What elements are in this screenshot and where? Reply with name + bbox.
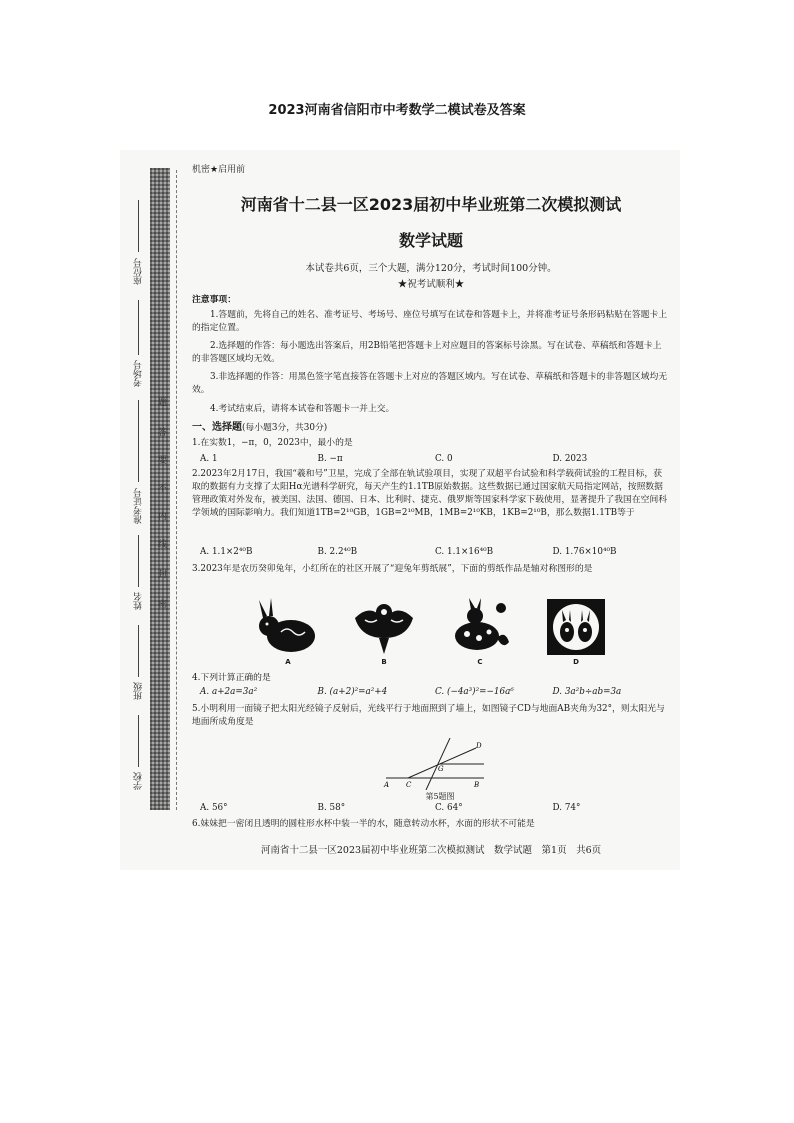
- note-item: 2.选择题的作答：每小题选出答案后，用2B铅笔把答题卡上对应题目的答案标号涂黑。写在试卷、草稿纸和答题卡上的非答题区域均无效。: [192, 341, 662, 364]
- point-label: D: [476, 742, 482, 750]
- section-note: (每小题3分，共30分): [242, 423, 328, 433]
- point-label: B: [474, 781, 480, 789]
- section-title: 一、选择题: [192, 422, 242, 433]
- school-fill-line: [138, 715, 139, 767]
- question-stem: 6.妹妹把一密闭且透明的圆柱形水杯中装一半的水，随意转动水杯，水面的形状不可能是: [192, 819, 535, 829]
- point-label: C: [406, 781, 412, 789]
- section-heading: [192, 421, 670, 435]
- seal-char: 线: [158, 540, 168, 550]
- option-d: D. 1.76×10⁴⁰B: [552, 547, 617, 557]
- school-label: 学校: [134, 772, 144, 790]
- paper-cut-images: [252, 598, 612, 670]
- seal-char: 题: [158, 398, 168, 408]
- point-label: A: [384, 781, 390, 789]
- option-d: D. 74°: [552, 803, 581, 813]
- class-fill-line: [138, 625, 139, 677]
- question-options: [200, 687, 670, 697]
- option-a: A. a+2a=3a²: [200, 687, 258, 697]
- question-stem: 4.下列计算正确的是: [192, 673, 271, 683]
- option-a: A. 1.1×2⁴⁰B: [200, 547, 253, 557]
- image-label: C: [477, 658, 483, 666]
- figure-caption: 第5题图: [425, 792, 455, 801]
- seal-char: 封: [158, 570, 168, 580]
- exam-intro: 本试卷共6页，三个大题，满分120分，考试时间100分钟。: [305, 263, 557, 274]
- image-label: D: [573, 658, 579, 666]
- option-b: B. 58°: [317, 803, 346, 813]
- option-d: D. 2023: [552, 454, 588, 464]
- paper-cut-d: [540, 598, 612, 670]
- seal-char: 不: [158, 484, 168, 494]
- framed-rabbits-cut-icon: [546, 598, 606, 656]
- name-fill-line: [138, 535, 139, 587]
- image-label: B: [381, 658, 387, 666]
- question-stem: 1.在实数1，−π，0，2023中，最小的是: [192, 438, 353, 448]
- option-c: C. 0: [435, 454, 453, 464]
- image-label: A: [285, 658, 291, 666]
- question-stem: 5.小明利用一面镜子把太阳光经镜子反射后，光线平行于地面照到了墙上，如图镜子CD与地面AB夹角为32°，则太阳光与地面所成角度是: [192, 704, 665, 727]
- note-item: 3.非选择题的作答：用黑色签字笔直接答在答题卡上对应的答题区域内。写在试卷、草稿纸和答题卡的非答题区域均无效。: [192, 372, 668, 395]
- double-rabbit-cut-icon: [351, 598, 417, 656]
- option-c: C. (−4a³)²=−16a⁶: [435, 687, 514, 697]
- ticket-fill-line: [138, 400, 139, 482]
- notes-heading: 注意事项：: [192, 295, 236, 305]
- document-title: 2023河南省信阳市中考数学二模试卷及答案: [268, 103, 526, 118]
- paper-cut-b: [348, 598, 420, 670]
- room-fill-line: [138, 300, 139, 355]
- question-options: [200, 547, 670, 557]
- option-c: C. 64°: [435, 803, 463, 813]
- page-footer: 河南省十二县一区2023届初中毕业班第二次模拟测试 数学试题 第1页 共6页: [260, 845, 602, 856]
- note-item: 1.答题前，先将自己的姓名、准考证号、考场号、座位号填写在试卷和答题卡上，并将准考证号条形码粘贴在答题卡上的指定位置。: [192, 310, 668, 333]
- question-options: [200, 803, 670, 813]
- paper-cut-a: [252, 598, 324, 670]
- option-a: A. 1: [200, 454, 218, 464]
- secret-mark: 机密★启用前: [192, 165, 246, 175]
- note-item: 4.考试结束后，请将本试卷和答题卡一并上交。: [210, 404, 395, 414]
- exam-title: 河南省十二县一区2023届初中毕业班第二次模拟测试: [240, 195, 622, 214]
- option-d: D. 3a²b÷ab=3a: [552, 687, 622, 697]
- seal-char: 答: [158, 428, 168, 438]
- question-stem: 3.2023年是农历癸卯兔年，小红所在的社区开展了“迎兔年剪纸展”，下面的剪纸作品是轴对称图形的是: [192, 564, 593, 574]
- class-label: 班级: [134, 682, 144, 700]
- exam-wish: ★祝考试顺利★: [397, 279, 465, 290]
- room-label: 考场号: [134, 360, 144, 387]
- seal-char: 密: [158, 600, 168, 610]
- rabbit-flower-cut-icon: [447, 598, 513, 656]
- ticket-label: 准考证号: [134, 488, 144, 524]
- option-b: B. 2.2⁴⁰B: [317, 547, 358, 557]
- subject-title: 数学试题: [398, 231, 463, 250]
- seal-line: [176, 170, 177, 810]
- paper-cut-c: [444, 598, 516, 670]
- seal-char: 内: [158, 512, 168, 522]
- question-options: [200, 454, 670, 464]
- mirror-figure: [380, 738, 490, 790]
- option-b: B. (a+2)²=a²+4: [317, 687, 388, 697]
- question-stem: 2.2023年2月17日，我国“羲和号”卫星，完成了全部在轨试验项目，实现了双超平台试验和科学载荷试验的工程目标，获取的数据有力支撑了太阳Hα光谱科学研究，每天产生约1.1TB原始数据。这些数据已通过国家航天局指定网站，按照数据管理政策对外发布，被美国、法国、德国、日本、比利时、捷克、俄罗斯等国家科学家下载使用，显著提升了我国在空间科学领域的国际影响力。我们知道1TB=2¹⁰GB，1GB=2¹⁰MB，1MB=2¹⁰KB，1KB=2¹⁰B，那么数据1.1TB等于: [192, 469, 668, 518]
- seat-label: 座位号: [134, 258, 144, 285]
- seat-fill-line: [138, 200, 139, 252]
- seal-char: 要: [158, 456, 168, 466]
- point-label: G: [438, 765, 444, 773]
- option-c: C. 1.1×16⁴⁰B: [435, 547, 494, 557]
- name-label: 姓名: [134, 592, 144, 610]
- option-a: A. 56°: [200, 803, 228, 813]
- option-b: B. −π: [317, 454, 343, 464]
- rabbit-cut-icon: [255, 598, 321, 656]
